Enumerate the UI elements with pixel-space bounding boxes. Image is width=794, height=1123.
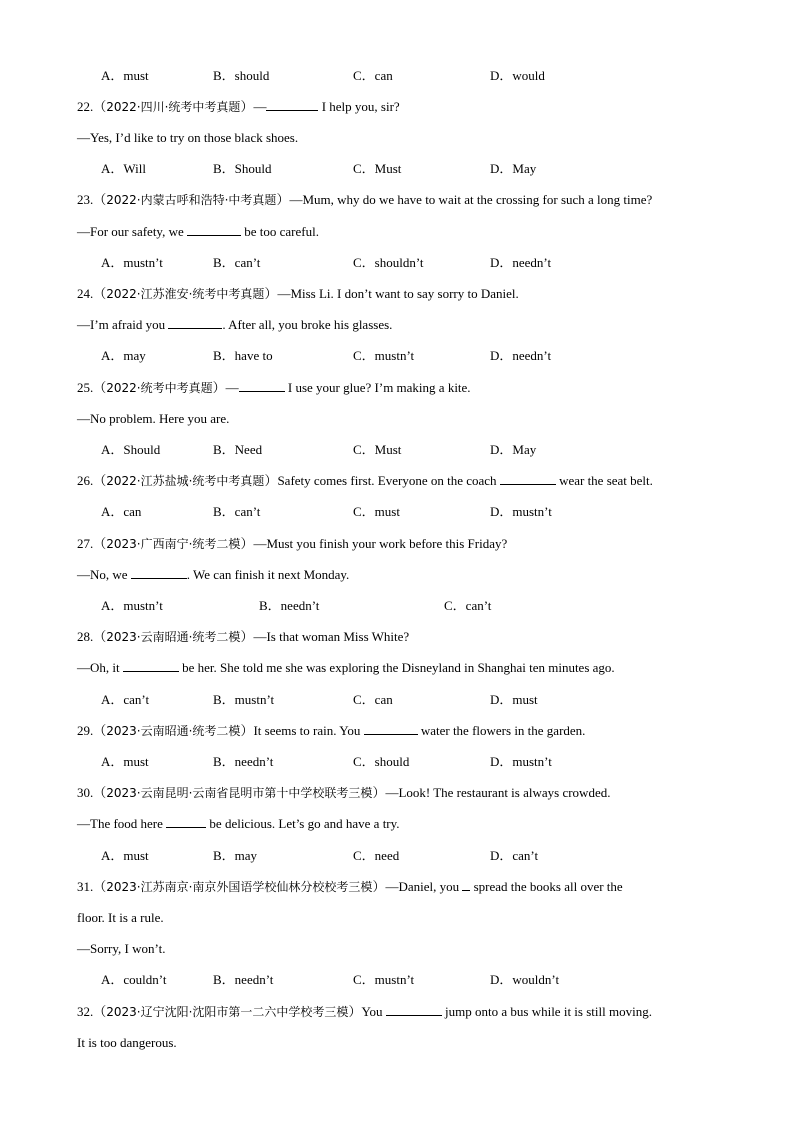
answer-option: A．Will — [101, 161, 146, 176]
answer-option: A．couldn’t — [101, 972, 167, 987]
question-text: 25.（ — [77, 380, 107, 395]
question-line — [77, 380, 471, 396]
answer-option: C．Must — [353, 161, 402, 176]
question-line — [77, 286, 519, 302]
question-text: —Sorry, I won’t. — [77, 941, 166, 956]
question-source: 2023·云南昭通·统考二模 — [106, 630, 241, 644]
question-text: 29.（ — [77, 723, 107, 738]
question-text: ）—Miss Li. I don’t want to say sorry to Daniel. — [264, 286, 519, 301]
answer-blank — [364, 723, 418, 735]
answer-option: D．can’t — [490, 848, 539, 863]
question-source: 2022·江苏淮安·统考中考真题 — [106, 287, 265, 301]
text-line — [77, 224, 319, 240]
answer-option: B．have to — [213, 348, 273, 363]
question-line — [77, 629, 409, 645]
answer-option: D．mustn’t — [490, 504, 552, 519]
question-source: 2023·辽宁沈阳·沈阳市第一二六中学校考三模 — [106, 1005, 349, 1019]
answer-option: C．mustn’t — [353, 972, 415, 987]
question-text: ）—Mum, why do we have to wait at the crossing for such a long time? — [276, 192, 653, 207]
question-text: It is too dangerous. — [77, 1035, 177, 1050]
answer-option: D．needn’t — [490, 348, 552, 363]
question-source: 2023·江苏南京·南京外国语学校仙林分校校考三模 — [106, 880, 373, 894]
answer-blank — [187, 224, 241, 236]
answer-option: B．can’t — [213, 504, 261, 519]
question-text: 24.（ — [77, 286, 107, 301]
text-line — [77, 660, 615, 676]
question-source: 2023·广西南宁·统考二模 — [106, 537, 241, 551]
answer-option: D．May — [490, 442, 537, 457]
question-text: —For our safety, we — [77, 224, 187, 239]
answer-option: A．can — [101, 504, 142, 519]
answer-option: C．must — [353, 504, 400, 519]
answer-blank — [386, 1004, 442, 1016]
answer-option: C．shouldn’t — [353, 255, 424, 270]
question-text: be her. She told me she was exploring the Disneyland in Shanghai ten minutes ago. — [178, 660, 615, 675]
answer-blank — [123, 660, 179, 672]
question-source: 2023·云南昭通·统考二模 — [106, 724, 241, 738]
answer-blank — [239, 380, 285, 392]
answer-option: B．needn’t — [213, 972, 274, 987]
answer-option: D．May — [490, 161, 537, 176]
text-line — [77, 130, 298, 146]
question-source: 2022·江苏盐城·统考中考真题 — [106, 474, 265, 488]
answer-option: D．would — [490, 68, 545, 83]
answer-option: C．can — [353, 692, 393, 707]
answer-option: D．must — [490, 692, 538, 707]
text-line — [77, 1035, 177, 1051]
question-line — [77, 785, 610, 801]
answer-blank — [166, 816, 206, 828]
question-text: ）—Must you finish your work before this Friday? — [240, 536, 508, 551]
question-text: ）—Is that woman Miss White? — [240, 629, 410, 644]
answer-option: C．need — [353, 848, 400, 863]
answer-option: B．may — [213, 848, 258, 863]
answer-option: D．wouldn’t — [490, 972, 560, 987]
question-text: 23.（ — [77, 192, 107, 207]
question-text: —The food here — [77, 816, 167, 831]
answer-option: C．should — [353, 754, 410, 769]
question-text: I help you, sir? — [318, 99, 400, 114]
question-text: —No, we — [77, 567, 131, 582]
answer-option: A．must — [101, 754, 149, 769]
answer-option: A．mustn’t — [101, 598, 163, 613]
question-text: —Yes, I’d like to try on those black shoes. — [77, 130, 299, 145]
answer-blank — [500, 473, 556, 485]
answer-option: B．needn’t — [213, 754, 274, 769]
question-text: —Oh, it — [77, 660, 123, 675]
answer-option: A．must — [101, 68, 149, 83]
question-text: spread the books all over the — [470, 879, 623, 894]
answer-blank — [131, 567, 187, 579]
question-text: —No problem. Here you are. — [77, 411, 230, 426]
question-source: 2022·统考中考真题 — [106, 381, 213, 395]
answer-option: D．mustn’t — [490, 754, 552, 769]
answer-blank — [168, 317, 222, 329]
question-text: 27.（ — [77, 536, 107, 551]
answer-option: B．can’t — [213, 255, 261, 270]
text-line — [77, 411, 229, 427]
question-text: wear the seat belt. — [555, 473, 653, 488]
question-text: ）It seems to rain. You — [240, 723, 364, 738]
text-line — [77, 910, 164, 926]
question-text: ）You — [348, 1004, 386, 1019]
question-line — [77, 473, 653, 489]
question-source: 2022·四川·统考中考真题 — [106, 100, 241, 114]
question-text: jump onto a bus while it is still moving. — [441, 1004, 652, 1019]
question-text: 31.（ — [77, 879, 107, 894]
answer-option: B．mustn’t — [213, 692, 275, 707]
question-source: 2023·云南昆明·云南省昆明市第十中学校联考三模 — [106, 786, 373, 800]
question-line — [77, 723, 585, 739]
question-line — [77, 1004, 652, 1020]
answer-option: D．needn’t — [490, 255, 552, 270]
answer-option: A．must — [101, 848, 149, 863]
question-line — [77, 192, 652, 208]
question-text: . We can finish it next Monday. — [186, 567, 350, 582]
question-text: 30.（ — [77, 785, 107, 800]
answer-option: B．needn’t — [259, 598, 320, 613]
question-text: 32.（ — [77, 1004, 107, 1019]
answer-blank — [266, 99, 318, 111]
answer-option: C．can — [353, 68, 393, 83]
question-text: ）Safety comes first. Everyone on the coach — [264, 473, 500, 488]
question-text: ）—Look! The restaurant is always crowded. — [372, 785, 611, 800]
question-line — [77, 99, 400, 115]
question-text: —I’m afraid you — [77, 317, 169, 332]
text-line — [77, 816, 400, 832]
answer-option: B．Should — [213, 161, 272, 176]
question-text: floor. It is a rule. — [77, 910, 164, 925]
question-text: be too careful. — [241, 224, 319, 239]
question-text: water the flowers in the garden. — [417, 723, 586, 738]
question-text: ）—Daniel, you — [372, 879, 463, 894]
question-source: 2022·内蒙古呼和浩特·中考真题 — [106, 193, 277, 207]
question-text: ）— — [212, 380, 239, 395]
question-text: 28.（ — [77, 629, 107, 644]
answer-option: B．should — [213, 68, 270, 83]
question-line — [77, 536, 507, 552]
answer-option: A．Should — [101, 442, 161, 457]
text-line — [77, 317, 392, 333]
question-text: 22.（ — [77, 99, 107, 114]
answer-option: A．can’t — [101, 692, 150, 707]
question-text: I use your glue? I’m making a kite. — [284, 380, 471, 395]
text-line — [77, 567, 349, 583]
question-text: 26.（ — [77, 473, 107, 488]
question-text: be delicious. Let’s go and have a try. — [206, 816, 400, 831]
text-line — [77, 941, 165, 957]
answer-option: A．mustn’t — [101, 255, 163, 270]
question-line — [77, 879, 623, 895]
answer-option: C．can’t — [444, 598, 492, 613]
answer-option: B．Need — [213, 442, 263, 457]
answer-option: A．may — [101, 348, 146, 363]
question-text: . After all, you broke his glasses. — [222, 317, 393, 332]
answer-option: C．mustn’t — [353, 348, 415, 363]
answer-option: C．Must — [353, 442, 402, 457]
question-text: ）— — [240, 99, 267, 114]
